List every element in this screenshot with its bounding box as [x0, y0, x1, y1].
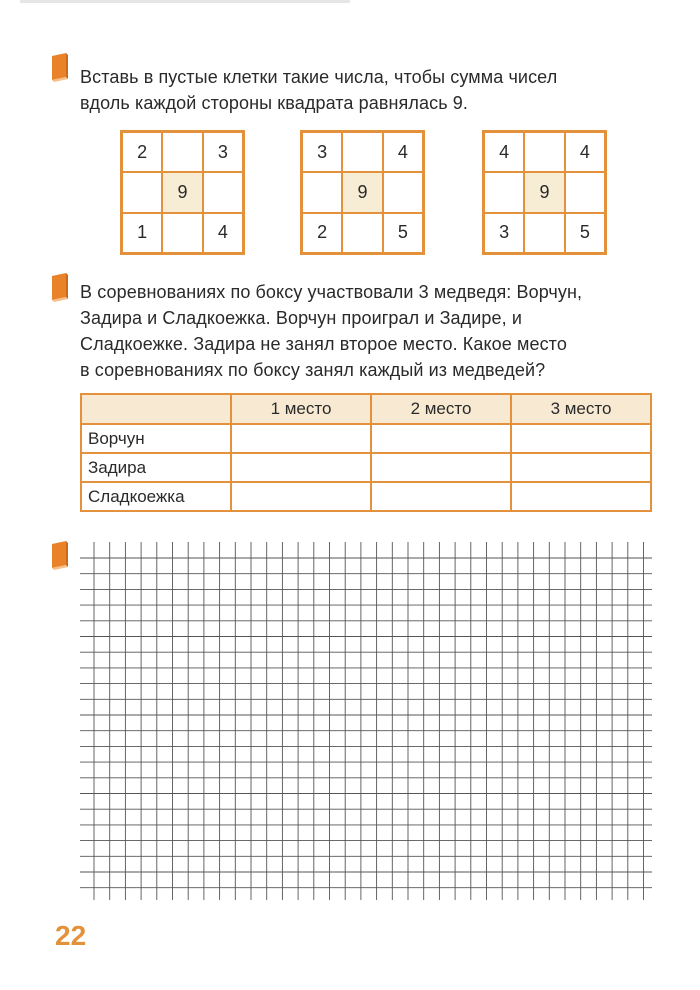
grid-cell: 4: [383, 132, 423, 172]
row-label: Сладкоежка: [81, 482, 231, 511]
grid-cell-center: 9: [524, 172, 564, 212]
row-label: Задира: [81, 453, 231, 482]
grid-cell: 5: [565, 213, 605, 253]
grid-cell: 3: [203, 132, 243, 172]
grid-cell: 2: [122, 132, 162, 172]
grid-cell: 4: [203, 213, 243, 253]
column-header: 3 место: [511, 394, 651, 424]
column-header: 2 место: [371, 394, 511, 424]
grid-cell-center: 9: [342, 172, 382, 212]
task1-line-2: вдоль каждой стороны квадрата равнялась 9.: [80, 93, 469, 113]
grid-cell-center: 9: [162, 172, 202, 212]
grid-cell: 3: [484, 213, 524, 253]
task1-line-1: Вставь в пустые клетки такие числа, чтобы сумма чисел: [80, 67, 558, 87]
grid-cell: 3: [302, 132, 342, 172]
grid-cell: 5: [383, 213, 423, 253]
task2-line-2: Задира и Сладкоежка. Ворчун проиграл и Задире, и: [80, 308, 522, 328]
page-number: 22: [55, 920, 87, 951]
grid-cell: 4: [484, 132, 524, 172]
grid-cell: 4: [565, 132, 605, 172]
task2-line-4: в соревнованиях по боксу занял каждый из медведей?: [80, 360, 546, 380]
row-label: Ворчун: [81, 424, 231, 453]
task2-line-3: Сладкоежке. Задира не занял второе место. Какое место: [80, 334, 567, 354]
grid-cell: 1: [122, 213, 162, 253]
grid-cell: 2: [302, 213, 342, 253]
task2-line-1: В соревнованиях по боксу участвовали 3 медведя: Ворчун,: [80, 282, 583, 302]
column-header: 1 место: [231, 394, 371, 424]
